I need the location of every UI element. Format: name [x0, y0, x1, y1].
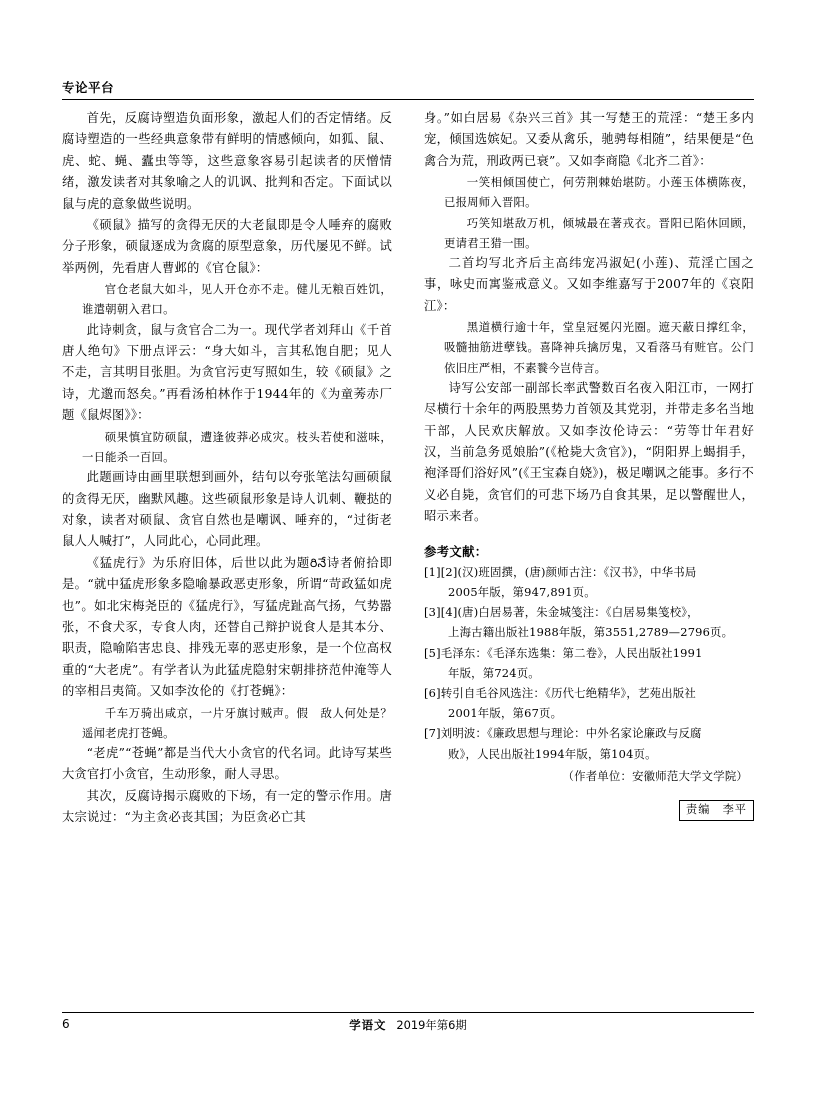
editor-credit [424, 800, 754, 821]
quoted-verse: 千车万骑出咸京，一片牙旗讨贼声。假 敌人何处是？遥闻老虎打苍蝇。 [82, 705, 392, 740]
reference-item-cont: 败》，人民出版社1994年版，第104页。 [448, 746, 657, 761]
paragraph: 《硕鼠》描写的贪得无厌的大老鼠即是令人唾弃的腐败分子形象，硕鼠逐成为贪腐的原型意象，历代屡见不鲜。试举两例，先看唐人曹邺的《官仓鼠》： [62, 218, 392, 275]
quoted-verse: 巧笑知堪敌万机，倾城最在著戎衣。晋阳已陷休回顾，更请君王猎一围。 [444, 215, 754, 250]
left-column [62, 108, 392, 829]
quoted-verse: 硕果慎宜防硕鼠，遭逢彼莽必成灾。枝头若使和滋味，一日能杀一百回。 [82, 429, 392, 464]
footer-divider [62, 1012, 754, 1013]
article-columns [62, 108, 754, 829]
reference-item: [3][4](唐)白居易著，朱金城笺注：《白居易集笺校》， [424, 605, 699, 620]
reference-item: [7]刘明波：《廉政思想与理论：中外名家论廉政与反腐 [424, 726, 702, 741]
paragraph: 诗写公安部一副部长率武警数百名夜入阳江市，一网打尽横行十余年的两股黑势力首领及其党羽，并带走多名当地干部，人民欢庆解放。又如李汝伦诗云：“劳等廿年君好汉，当前急务觅娘胎”(《枪毙大贪官》)，“阴阳界上蝎捐手，袍泽哥们浴好风”(《王宝森自娆》)，极足嘲讽之能事。多行不义必自毙，贪官们的可悲下场乃自食其果，足以警醒世人，昭示来者。 [424, 380, 754, 524]
reference-item: [5]毛泽东：《毛泽东选集：第二卷》，人民出版社1991 [424, 645, 703, 660]
page-number: 6 [62, 1017, 70, 1031]
reference-item-cont: 上海古籍出版社1988年版，第3551,2789—2796页。 [448, 625, 734, 640]
page-footer [62, 1012, 754, 1035]
quoted-verse: 一笑相倾国使亡，何劳荆棘始堪防。小莲玉体横陈夜，已报周师入晋阳。 [444, 175, 754, 210]
paragraph: 其次，反腐诗揭示腐败的下场，有一定的警示作用。唐太宗说过：“为主贪必丧其国；为臣贪必亡其 [62, 788, 392, 825]
paragraph: “老虎”“苍蝇”都是当代大小贪官的代名词。此诗写某些大贪官打小贪官，生动形象，耐人寻思。 [62, 745, 392, 782]
paragraph: 首先，反腐诗塑造负面形象，激起人们的否定情绪。反腐诗塑造的一些经典意象带有鲜明的情感倾向，如狐、鼠、虎、蛇、蝇、蠹虫等等，这些意象容易引起读者的厌憎情绪，激发读者对其象喻之人的讥讽、批判和否定。下面试以鼠与虎的意象做些说明。 [62, 111, 392, 211]
footer-center [62, 1017, 754, 1033]
paragraph: 此诗刺贪，鼠与贪官合二为一。现代学者刘拜山《千首唐人绝句》下册点评云：“身大如斗，言其私饱自肥；见人不走，言其明目张胆。为贪官污吏写照如生，较《硕鼠》之诗，尤邈而怒矣。”再看汤柏林作于1944年的《为童莠赤厂题《鼠烬图》》： [62, 322, 392, 423]
journal-name: 学语文 [349, 1018, 387, 1032]
right-column [424, 108, 754, 829]
issue-label: 2019年第6期 [396, 1018, 467, 1032]
header-divider [62, 99, 754, 100]
paragraph: 二首均写北齐后主高纬宠冯淑妃(小莲)、荒淫亡国之事，咏史而寓鉴戒意义。又如李维嘉写于2007年的《哀阳江》： [424, 256, 754, 313]
reference-item: [1][2](汉)班固撰，(唐)颜师古注：《汉书》，中华书局 [424, 564, 697, 579]
author-affiliation: （作者单位：安徽师范大学文学院） [562, 768, 748, 783]
footer-row [62, 1017, 754, 1035]
page-header [62, 78, 754, 100]
reference-item: [6]转引自毛谷风选注：《历代七绝精华》，艺苑出版社 [424, 685, 696, 700]
reference-item-cont: 2001年版，第67页。 [448, 706, 563, 721]
paragraph: 身。”如白居易《杂兴三首》其一写楚王的荒淫：“楚王多内宠，倾国选嫔妃。又委从禽乐，驰骋每相随”，结果便是“色禽合为荒，刑政两已衰”。又如李商隐《北齐二首》： [424, 111, 754, 168]
quoted-verse: 官仓老鼠大如斗，见人开仓亦不走。健儿无粮百姓饥，谁遣朝朝入君口。 [82, 282, 392, 317]
paragraph: 此题画诗由画里联想到画外，结句以夸张笔法勾画硕鼠的贪得无厌，幽默风趣。这些硕鼠形象是诗人讥刺、鞭挞的对象，读者对硕鼠、贪官自然也是嘲讽、唾弃的，“过街老鼠人人喊打”，人同此心，心同此理。 [62, 470, 392, 549]
reference-item-cont: 2005年版，第947,891页。 [448, 584, 596, 599]
paragraph: 《猛虎行》为乐府旧体，后世以此为题రినే诗者俯拾即是。“就中猛虎形象多隐喻暴政恶吏形象，所谓“苛政猛如虎也”。如北宋梅尧臣的《猛虎行》，写猛虎趾高气扬，气势嚣张，不食犬豕，专食人肉，还替自己辩护说食人是其本分、职责，隐喻陷害忠良、排残无辜的恶吏形象，是一个位高权重的“大老虎”。有学者认为此猛虎隐射宋朝排挤范仲淹等人的宰相吕夷简。又如李汝伦的《打苍蝇》： [62, 555, 392, 699]
references-heading: 参考文献： [424, 544, 488, 559]
section-label: 专论平台 [62, 80, 115, 95]
reference-item-cont: 年版，第724页。 [448, 665, 540, 680]
quoted-verse: 黑道横行逾十年，堂皇冠冕闪光圈。遮天蔽日撑红伞，吸髓抽筋进孽钱。喜降神兵擒厉鬼，又看落马有赃官。公门依旧庄严相，不素餮今岂侍言。 [444, 320, 754, 375]
editor-credit-label: 责编 李平 [679, 800, 754, 821]
